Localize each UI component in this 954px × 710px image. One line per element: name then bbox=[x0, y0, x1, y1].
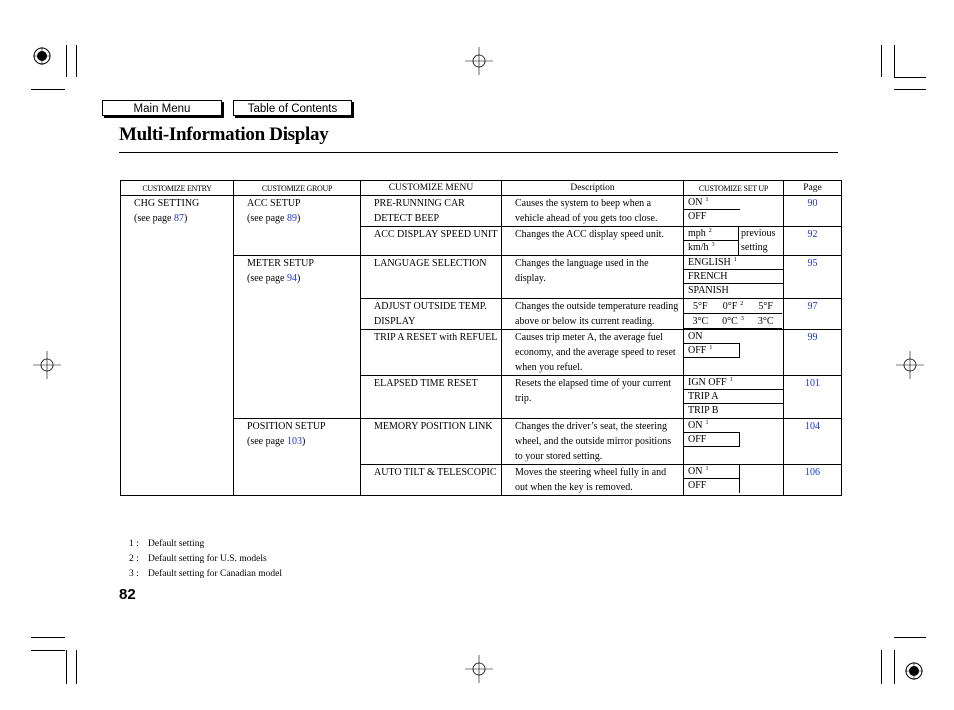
page-title: Multi-Information Display bbox=[119, 124, 329, 145]
page-number: 82 bbox=[119, 586, 136, 603]
page-cell bbox=[784, 376, 842, 419]
group-cell bbox=[234, 256, 361, 419]
group-see-page: (see page 103) bbox=[247, 436, 306, 447]
setup-option: ON bbox=[684, 330, 740, 344]
page-link[interactable]: 99 bbox=[807, 332, 818, 343]
crop-mark bbox=[894, 650, 895, 684]
column-header: CUSTOMIZE ENTRY bbox=[121, 181, 234, 196]
page-cell bbox=[784, 196, 842, 227]
crop-mark bbox=[894, 45, 895, 77]
setup-option: OFF bbox=[684, 433, 740, 447]
setup-option: previous setting bbox=[741, 228, 776, 253]
crop-mark bbox=[881, 650, 882, 684]
description-cell: Resets the elapsed time of your current trip. bbox=[502, 376, 684, 419]
table-of-contents-button[interactable]: Table of Contents bbox=[233, 100, 352, 116]
crop-mark bbox=[31, 637, 65, 638]
setup-option: FRENCH bbox=[684, 270, 783, 284]
column-header: CUSTOMIZE GROUP bbox=[234, 181, 361, 196]
table-header-row bbox=[121, 181, 842, 196]
group-see-page: (see page 89) bbox=[247, 213, 301, 224]
setup-cell bbox=[684, 330, 784, 376]
crop-mark bbox=[31, 650, 65, 651]
group-label: POSITION SETUP bbox=[247, 421, 326, 432]
description-cell: Changes the outside temperature reading above or below its current reading. bbox=[502, 299, 684, 330]
footnotes bbox=[129, 537, 282, 582]
page-link[interactable]: 97 bbox=[807, 301, 818, 312]
entry-label: CHG SETTING bbox=[134, 198, 200, 209]
group-see-page: (see page 94) bbox=[247, 273, 301, 284]
setup-cell bbox=[684, 465, 784, 496]
description-cell: Moves the steering wheel fully in and out when the key is removed. bbox=[502, 465, 684, 496]
page-link[interactable]: 92 bbox=[807, 229, 818, 240]
registration-mark-icon bbox=[905, 662, 923, 680]
entry-see-page: (see page 87) bbox=[134, 213, 188, 224]
setup-option: ON $^1$ bbox=[684, 419, 740, 433]
crosshair-icon bbox=[896, 351, 924, 379]
page-cell bbox=[784, 330, 842, 376]
column-header: Description bbox=[502, 181, 684, 196]
crop-mark bbox=[76, 650, 77, 684]
crop-mark bbox=[894, 637, 926, 638]
setup-cell bbox=[684, 299, 784, 330]
page-cell bbox=[784, 227, 842, 256]
setup-option: OFF $^1$ bbox=[684, 344, 740, 358]
footnote: 2 : Default setting for U.S. models bbox=[129, 554, 267, 564]
setup-option: SPANISH bbox=[688, 285, 729, 296]
crop-mark bbox=[894, 77, 926, 78]
setup-cell bbox=[684, 376, 784, 419]
description-cell: Causes trip meter A, the average fuel economy, and the average speed to reset when you refuel. bbox=[502, 330, 684, 376]
group-label: METER SETUP bbox=[247, 258, 314, 269]
crop-mark bbox=[66, 650, 67, 684]
page-link[interactable]: 103 bbox=[286, 436, 302, 447]
setup-option: ENGLISH $^1$ bbox=[684, 256, 783, 270]
page-link[interactable]: 90 bbox=[807, 198, 818, 209]
menu-cell: TRIP A RESET with REFUEL bbox=[361, 330, 502, 376]
setup-option: km/h $^3$ bbox=[688, 241, 715, 253]
setup-option: mph $^2$ bbox=[684, 227, 738, 241]
description-cell: Changes the language used in the display. bbox=[502, 256, 684, 299]
setup-cell bbox=[684, 419, 784, 465]
page-cell bbox=[784, 465, 842, 496]
menu-cell: LANGUAGE SELECTION bbox=[361, 256, 502, 299]
menu-cell: ACC DISPLAY SPEED UNIT bbox=[361, 227, 502, 256]
setup-option: ON $^1$ bbox=[684, 465, 740, 479]
setup-option: IGN OFF $^1$ bbox=[684, 376, 783, 390]
setup-option: ON $^1$ bbox=[684, 196, 740, 210]
setup-cell bbox=[684, 256, 784, 299]
customize-table bbox=[120, 180, 842, 496]
description-cell: Causes the system to beep when a vehicle ahead of you gets too close. bbox=[502, 196, 684, 227]
crop-mark bbox=[881, 45, 882, 77]
page-link[interactable]: 94 bbox=[286, 273, 297, 284]
table-row bbox=[121, 196, 842, 227]
setup-option: TRIP B bbox=[688, 405, 719, 416]
crop-mark bbox=[894, 89, 926, 90]
registration-mark-icon bbox=[33, 47, 51, 65]
page-link[interactable]: 87 bbox=[173, 213, 184, 224]
description-cell: Changes the ACC display speed unit. bbox=[502, 227, 684, 256]
entry-cell bbox=[121, 196, 234, 496]
menu-cell: ADJUST OUTSIDE TEMP. DISPLAY bbox=[361, 299, 502, 330]
setup-cell bbox=[684, 196, 784, 227]
footnote: 1 : Default setting bbox=[129, 539, 205, 549]
page-link[interactable]: 89 bbox=[286, 213, 297, 224]
crosshair-icon bbox=[465, 47, 493, 75]
column-header: CUSTOMIZE MENU bbox=[361, 181, 502, 196]
menu-cell: PRE-RUNNING CAR DETECT BEEP bbox=[361, 196, 502, 227]
footnote: 3 : Default setting for Canadian model bbox=[129, 569, 283, 579]
page-link[interactable]: 101 bbox=[805, 378, 820, 389]
page-cell bbox=[784, 419, 842, 465]
temperature-options: 3°C 0°C $^3$ 3°C bbox=[684, 314, 782, 329]
setup-option: TRIP A bbox=[684, 390, 783, 404]
setup-option: OFF bbox=[688, 211, 707, 222]
setup-option: OFF bbox=[684, 479, 740, 493]
group-cell bbox=[234, 196, 361, 256]
crop-mark bbox=[66, 45, 67, 77]
crop-mark bbox=[31, 89, 65, 90]
page-link[interactable]: 95 bbox=[807, 258, 818, 269]
crop-mark bbox=[76, 45, 77, 77]
menu-cell: AUTO TILT & TELESCOPIC bbox=[361, 465, 502, 496]
main-menu-button[interactable]: Main Menu bbox=[102, 100, 222, 116]
menu-cell: MEMORY POSITION LINK bbox=[361, 419, 502, 465]
crosshair-icon bbox=[465, 655, 493, 683]
temperature-options: 5°F 0°F $^2$ 5°F bbox=[684, 299, 782, 314]
page-link[interactable]: 104 bbox=[805, 421, 820, 432]
column-header: Page bbox=[784, 181, 842, 196]
description-cell: Changes the driver’s seat, the steering wheel, and the outside mirror positions to your stored setting. bbox=[502, 419, 684, 465]
column-header: CUSTOMIZE SET UP bbox=[684, 181, 784, 196]
group-cell bbox=[234, 419, 361, 496]
setup-cell bbox=[684, 227, 784, 256]
page-cell bbox=[784, 256, 842, 299]
crosshair-icon bbox=[33, 351, 61, 379]
group-label: ACC SETUP bbox=[247, 198, 301, 209]
menu-cell: ELAPSED TIME RESET bbox=[361, 376, 502, 419]
page-link[interactable]: 106 bbox=[805, 467, 820, 478]
title-divider bbox=[119, 152, 838, 153]
page-cell bbox=[784, 299, 842, 330]
